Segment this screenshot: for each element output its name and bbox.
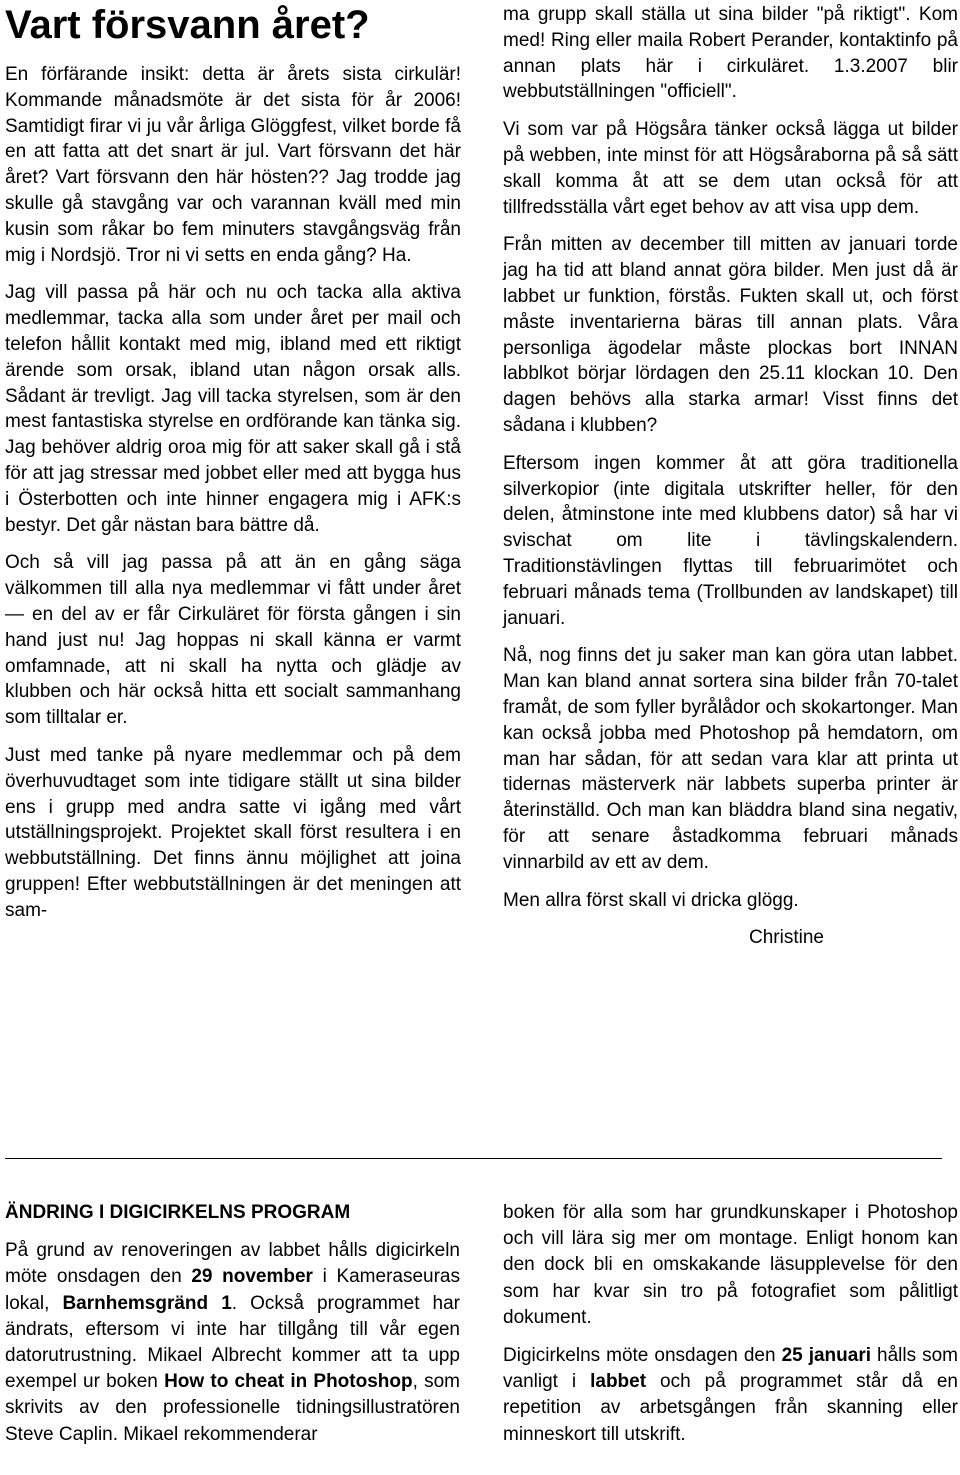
- article-paragraph: Jag vill passa på här och nu och tacka alla aktiva medlemmar, tacka alla som under året per mail och telefon hållit kontakt med mig, ibland med ett riktigt ärende som orsak, ibland utan någon orsak alls. Sådant är trevligt. Jag vill tacka styrelsen, som är den mest fantastiska styrelse en ordförande kan tänka sig. Jag behöver aldrig oroa mig för att saker skall gå i stå för att jag stressar med jobbet eller med att bygga hus i Österbotten och inte hinner engagera mig i AFK:s bestyr. Det går nästan bara bättre då.: [5, 282, 461, 536]
- notice-text: i Kameraseuras lokal,: [5, 1266, 460, 1314]
- article-paragraph: ma grupp skall ställa ut sina bilder "på riktigt". Kom med! Ring eller maila Robert Perander, kontaktinfo på annan plats här i cirkuläret. 1.3.2007 blir webbutställningen "officiell".: [503, 4, 958, 103]
- article-paragraph: Just med tanke på nyare medlemmar och på dem överhuvudtaget som inte tidigare ställt ut sina bilder ens i grupp med andra satte vi igång med vårt utställningsprojekt. Projektet skall först resultera i en webbutställning. Det finns ännu möjlighet att joina gruppen! Efter webbutställningen är det meningen att sam-: [5, 744, 461, 921]
- page-title: Vart försvann året?: [5, 3, 370, 47]
- article-paragraph: Eftersom ingen kommer åt att göra traditionella silverkopior (inte digitala utskrifter heller, för den delen, åtminstone inte med klubbens dator) så har vi svischat om lite i tävlingskalendern. Traditionstävlingen flyttas till februarimötet och februari månads tema (Trollbunden av landskapet) till januari.: [503, 452, 958, 629]
- article-paragraph: Nå, nog finns det ju saker man kan göra utan labbet. Man kan bland annat sortera sina bilder från 70-talet framåt, de som fyller byrålådor och skokartonger. Man kan också jobba med Photoshop på hemdatorn, om man har sådan, för att sedan vara klar att printa ut tidernas mästerverk när labbets superba printer är återinställd. Och man kan bläddra bland sina negativ, för att senare åstadkomma februari månads vinnarbild av ett av dem.: [503, 645, 958, 873]
- notice-text: hålls som vanligt i: [503, 1345, 958, 1393]
- notice-date: 25 januari: [781, 1345, 871, 1367]
- notice-date: 29 november: [191, 1266, 313, 1288]
- article-paragraph: Från mitten av december till mitten av januari torde jag ha tid att bland annat göra bilder. Men just då är labbet ur funktion, förstås. Fukten skall ut, och först måste inventarierna bäras till annan plats. Våra personliga ägodelar måste plockas bort INNAN labblkot börjar lördagen den 25.11 klockan 10. Den dagen behövs alla starka armar! Visst finns det sådana i klubben?: [503, 234, 958, 436]
- notice-heading: ÄNDRING I DIGICIRKELNS PROGRAM: [5, 1202, 351, 1223]
- article-paragraph: Vi som var på Högsåra tänker också lägga ut bilder på webben, inte minst för att Högsåraborna på så sätt skall komma åt att se dem utan också för att tillfredsställa vårt eget behov av att visa upp dem.: [503, 119, 958, 218]
- article-column-right: [503, 2, 958, 963]
- notice-book-title: How to cheat in Photoshop: [164, 1371, 413, 1393]
- notice-column-right: [503, 1200, 958, 1460]
- section-divider: [5, 1158, 942, 1159]
- notice-text: . Också programmet har ändrats, eftersom vi inte har tillgång till vår egen datorutrustning. Mikael Albrecht kommer att ta upp exempel ur boken: [5, 1292, 461, 1393]
- article-paragraph: Och så vill jag passa på att än en gång säga välkommen till alla nya medlemmar vi fått under året — en del av er får Cirkuläret för första gången i sin hand just nu! Jag hoppas ni skall känna er varmt omfamnade, att ni skall ha nytta och glädje av klubben och här också hitta ett socialt sammanhang som tilltalar er.: [5, 552, 461, 729]
- notice-text: , som skrivits av den professionelle tidningsillustratören Steve Caplin. Mikael rekommenderar: [5, 1371, 460, 1445]
- article-column-left: [5, 62, 461, 924]
- notice-column-left: [5, 1200, 460, 1460]
- notice-paragraph: [5, 1238, 460, 1448]
- signature: Christine: [749, 927, 824, 949]
- notice-text: och på programmet står då en repetition av arbetsgången från skanning eller minneskort till utskrift.: [503, 1371, 958, 1445]
- notice-place: Barnhemsgränd 1: [62, 1292, 232, 1314]
- article-paragraph: En förfärande insikt: detta är årets sista cirkulär! Kommande månadsmöte är det sista för år 2006! Samtidigt firar vi ju vår årliga Glöggfest, vilket borde få en att fatta att det snart är jul. Vart försvann det här året? Vart försvann den här hösten?? Jag trodde jag skulle gå stavgång var och varannan kväll med min kusin som råkar bo fem minuters stavgångsväg från mig i Nordsjö. Tror ni vi setts en enda gång? Ha.: [5, 64, 461, 266]
- notice-paragraph: boken för alla som har grundkunskaper i Photoshop och vill lära sig mer om montage. Enligt honom kan den dock bli en omskakande läsupplevelse för den som har kvar sin tro på fotografiet som pålitligt dokument.: [503, 1202, 958, 1328]
- notice-text: Digicirkelns möte onsdagen den: [503, 1345, 782, 1367]
- notice-place: labbet: [590, 1371, 647, 1393]
- article-paragraph: Men allra först skall vi dricka glögg.: [503, 889, 799, 911]
- notice-text: På grund av renoveringen av labbet hålls digicirkeln möte onsdagen den: [5, 1240, 460, 1288]
- notice-paragraph: [503, 1343, 958, 1448]
